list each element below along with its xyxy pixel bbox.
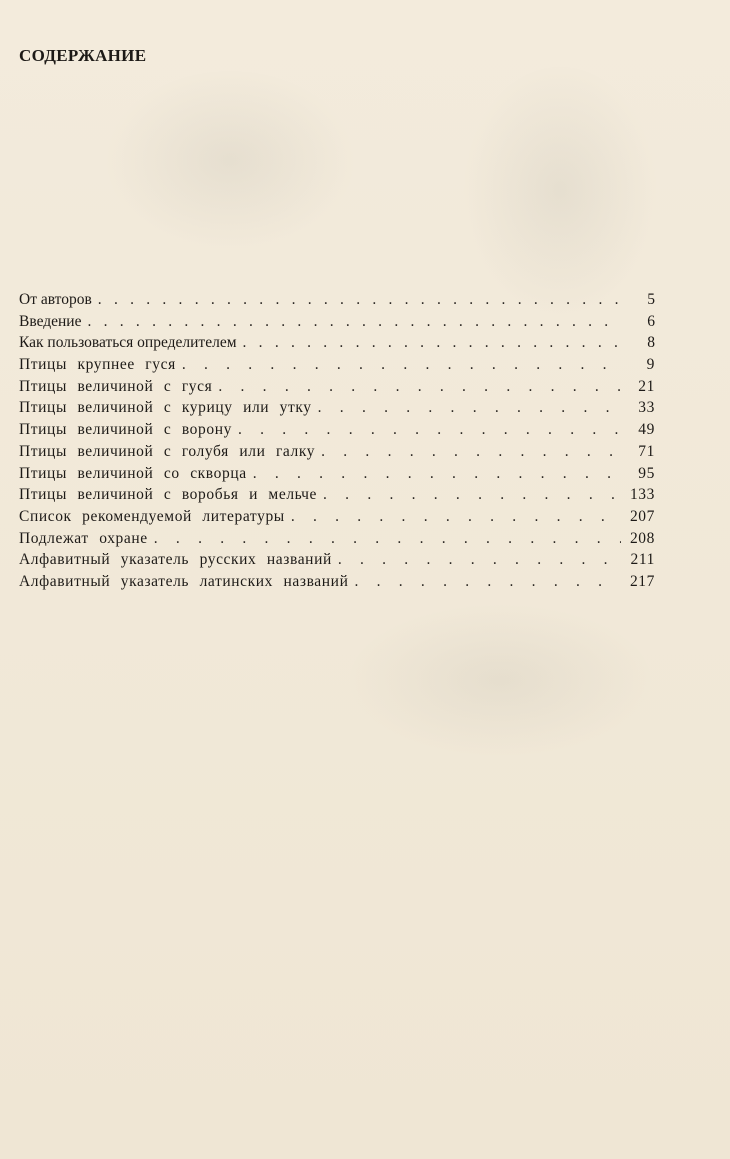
toc-title: Птицы крупнее гуся xyxy=(19,356,176,374)
toc-row xyxy=(19,486,655,508)
toc-leader xyxy=(291,508,621,526)
toc-leader xyxy=(182,356,621,374)
toc-row xyxy=(19,356,655,378)
toc-leader xyxy=(354,573,621,591)
toc-page: 6 xyxy=(647,312,655,330)
toc-page: 133 xyxy=(629,486,655,504)
toc-title: Алфавитный указатель русских названий xyxy=(19,551,332,569)
toc-leader xyxy=(323,486,621,504)
toc-title: Список рекомендуемой литературы xyxy=(19,507,285,525)
toc-leader xyxy=(321,443,621,461)
toc-page: 9 xyxy=(646,356,655,374)
table-of-contents xyxy=(19,291,655,595)
toc-page: 211 xyxy=(630,551,655,569)
toc-page: 21 xyxy=(638,377,655,395)
toc-row xyxy=(19,465,655,487)
toc-page: 5 xyxy=(647,291,655,308)
toc-page: 207 xyxy=(629,507,655,525)
toc-page: 217 xyxy=(629,572,655,590)
toc-leader xyxy=(98,291,621,309)
toc-title: Введение xyxy=(19,312,82,330)
toc-row xyxy=(19,421,655,443)
toc-page: 49 xyxy=(638,421,655,439)
toc-title: Птицы величиной с гуся xyxy=(19,377,213,395)
toc-leader xyxy=(338,551,621,569)
toc-page: 71 xyxy=(638,442,655,460)
page-title: СОДЕРЖАНИЕ xyxy=(19,46,147,65)
toc-page: 33 xyxy=(638,399,655,417)
toc-leader xyxy=(238,421,621,439)
toc-leader xyxy=(154,530,621,548)
toc-page: 95 xyxy=(638,464,655,482)
toc-page: 208 xyxy=(629,529,655,547)
toc-title: Подлежат охране xyxy=(19,529,148,547)
toc-title: От авторов xyxy=(19,291,92,308)
toc-row xyxy=(19,378,655,400)
toc-title: Птицы величиной с ворону xyxy=(19,421,232,439)
toc-leader xyxy=(87,313,621,331)
toc-title: Птицы величиной с курицу или утку xyxy=(19,399,312,417)
toc-row xyxy=(19,551,655,573)
toc-leader xyxy=(243,334,621,352)
toc-row xyxy=(19,530,655,552)
toc-row xyxy=(19,508,655,530)
toc-row xyxy=(19,443,655,465)
toc-row xyxy=(19,334,655,356)
toc-title: Птицы величиной с голубя или галку xyxy=(19,442,316,460)
toc-leader xyxy=(318,399,621,417)
toc-row xyxy=(19,399,655,421)
toc-title: Птицы величиной с воробья и мельче xyxy=(19,486,318,504)
toc-row xyxy=(19,573,655,595)
toc-row xyxy=(19,313,655,335)
toc-leader xyxy=(253,465,621,483)
toc-title: Алфавитный указатель латинских названий xyxy=(19,572,349,590)
toc-row xyxy=(19,291,655,313)
toc-leader xyxy=(218,378,621,396)
toc-title: Птицы величиной со скворца xyxy=(19,464,247,482)
toc-title: Как пользоваться определителем xyxy=(19,334,237,352)
toc-page: 8 xyxy=(647,334,655,352)
